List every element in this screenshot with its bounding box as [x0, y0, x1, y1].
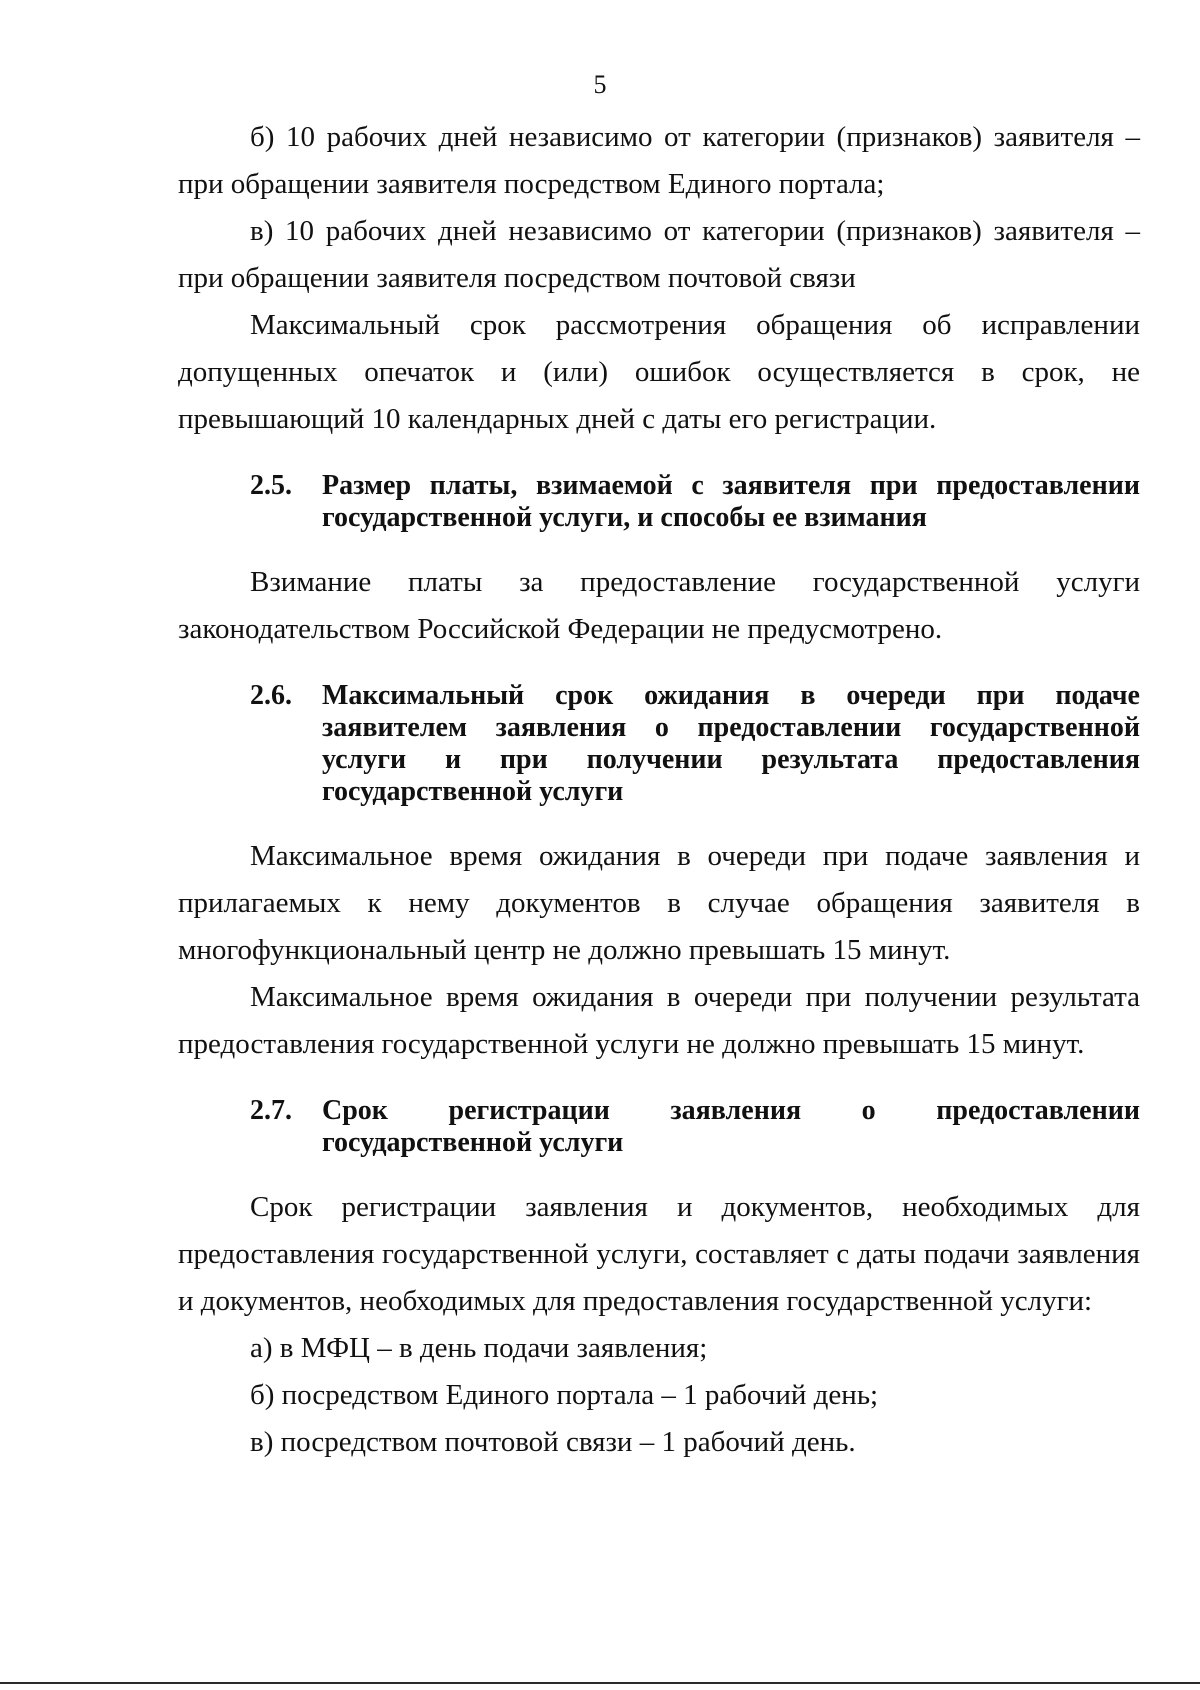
paragraph-registration-term: Срок регистрации заявления и документов, необходимых для предоставления государственной услуги, составляет с даты подачи заявления и документов, необходимых для предоставления государственной услуги: — [178, 1191, 1140, 1317]
paragraph-item-b: б) 10 рабочих дней независимо от категории (признаков) заявителя – при обращении заявителя посредством Единого портала; — [178, 121, 1140, 200]
section-heading-2-7 — [250, 1095, 1140, 1159]
paragraph-queue-submit: Максимальное время ожидания в очереди при подаче заявления и прилагаемых к нему документов в случае обращения заявителя в многофункциональный центр не должно превышать 15 минут. — [178, 840, 1140, 966]
section-number: 2.7. — [250, 1095, 292, 1126]
paragraph-max-review-term: Максимальный срок рассмотрения обращения об исправлении допущенных опечаток и (или) ошибок осуществляется в срок, не превышающий 10 календарных дней с даты его регистрации. — [178, 309, 1140, 435]
list-item-v: в) посредством почтовой связи – 1 рабочий день. — [250, 1426, 856, 1458]
list-item-a: а) в МФЦ – в день подачи заявления; — [250, 1332, 708, 1364]
section-number: 2.6. — [250, 680, 292, 711]
section-heading-2-5 — [250, 470, 1140, 534]
paragraph-item-v: в) 10 рабочих дней независимо от категории (признаков) заявителя – при обращении заявителя посредством почтовой связи — [178, 215, 1140, 294]
document-body — [178, 114, 1140, 1466]
paragraph-queue-result: Максимальное время ожидания в очереди при получении результата предоставления государственной услуги не должно превышать 15 минут. — [178, 981, 1140, 1060]
section-title: Максимальный срок ожидания в очереди при подаче заявителем заявления о предоставлении государственной услуги и при получении результата предоставления государственной услуги — [322, 680, 1140, 807]
section-title: Размер платы, взимаемой с заявителя при предоставлении государственной услуги, и способы ее взимания — [322, 470, 1140, 533]
bottom-rule — [0, 1682, 1200, 1684]
paragraph-fee: Взимание платы за предоставление государственной услуги законодательством Российской Федерации не предусмотрено. — [178, 566, 1140, 645]
list-item-b: б) посредством Единого портала – 1 рабочий день; — [250, 1379, 879, 1411]
section-title: Срок регистрации заявления о предоставлении государственной услуги — [322, 1095, 1140, 1158]
page-number: 5 — [593, 70, 607, 99]
section-number: 2.5. — [250, 470, 292, 501]
section-heading-2-6 — [250, 680, 1140, 808]
